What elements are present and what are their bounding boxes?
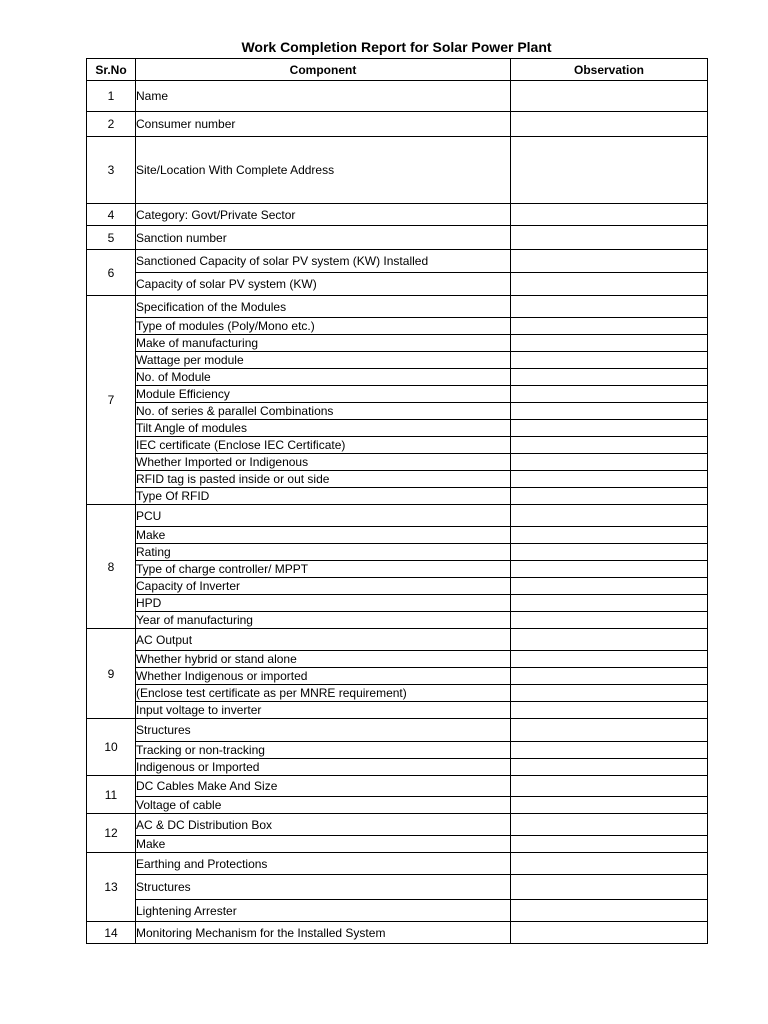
component-cell: Tracking or non-tracking	[136, 742, 511, 759]
table-row	[87, 318, 708, 335]
report-body	[87, 81, 708, 944]
component-cell: Indigenous or Imported	[136, 759, 511, 776]
observation-cell[interactable]	[511, 668, 708, 685]
table-row	[87, 527, 708, 544]
table-row	[87, 595, 708, 612]
observation-cell[interactable]	[511, 420, 708, 437]
observation-cell[interactable]	[511, 112, 708, 137]
observation-cell[interactable]	[511, 488, 708, 505]
sr-no-cell: 10	[87, 719, 136, 776]
table-row	[87, 471, 708, 488]
observation-cell[interactable]	[511, 561, 708, 578]
component-cell: Name	[136, 81, 511, 112]
table-row	[87, 296, 708, 318]
component-cell: PCU	[136, 505, 511, 527]
table-row	[87, 403, 708, 420]
observation-cell[interactable]	[511, 527, 708, 544]
table-row	[87, 629, 708, 651]
observation-cell[interactable]	[511, 250, 708, 273]
observation-cell[interactable]	[511, 204, 708, 226]
table-row	[87, 81, 708, 112]
observation-cell[interactable]	[511, 742, 708, 759]
observation-cell[interactable]	[511, 836, 708, 853]
component-cell: Year of manufacturing	[136, 612, 511, 629]
component-cell: (Enclose test certificate as per MNRE requirement)	[136, 685, 511, 702]
table-row	[87, 668, 708, 685]
table-row	[87, 776, 708, 797]
table-row	[87, 335, 708, 352]
observation-cell[interactable]	[511, 403, 708, 420]
table-row	[87, 578, 708, 595]
component-cell: Input voltage to inverter	[136, 702, 511, 719]
sr-no-cell: 7	[87, 296, 136, 505]
sr-no-cell: 13	[87, 853, 136, 922]
component-cell: Capacity of solar PV system (KW)	[136, 273, 511, 296]
observation-cell[interactable]	[511, 595, 708, 612]
report-table	[86, 58, 708, 944]
component-cell: No. of series & parallel Combinations	[136, 403, 511, 420]
sr-no-cell: 5	[87, 226, 136, 250]
sr-no-cell: 4	[87, 204, 136, 226]
table-row	[87, 836, 708, 853]
table-row	[87, 204, 708, 226]
component-cell: Whether Indigenous or imported	[136, 668, 511, 685]
table-row	[87, 386, 708, 403]
component-cell: Make	[136, 836, 511, 853]
observation-cell[interactable]	[511, 702, 708, 719]
observation-cell[interactable]	[511, 544, 708, 561]
observation-cell[interactable]	[511, 471, 708, 488]
observation-cell[interactable]	[511, 900, 708, 922]
table-row	[87, 250, 708, 273]
observation-cell[interactable]	[511, 814, 708, 836]
observation-cell[interactable]	[511, 386, 708, 403]
header-row	[87, 59, 708, 81]
component-cell: Type of charge controller/ MPPT	[136, 561, 511, 578]
observation-cell[interactable]	[511, 853, 708, 875]
component-cell: HPD	[136, 595, 511, 612]
table-row	[87, 612, 708, 629]
table-row	[87, 137, 708, 204]
observation-cell[interactable]	[511, 81, 708, 112]
observation-cell[interactable]	[511, 273, 708, 296]
table-row	[87, 420, 708, 437]
sr-no-cell: 14	[87, 922, 136, 944]
observation-cell[interactable]	[511, 797, 708, 814]
sr-no-cell: 2	[87, 112, 136, 137]
component-cell: Site/Location With Complete Address	[136, 137, 511, 204]
component-cell: Whether hybrid or stand alone	[136, 651, 511, 668]
component-cell: Structures	[136, 719, 511, 742]
observation-cell[interactable]	[511, 437, 708, 454]
observation-cell[interactable]	[511, 335, 708, 352]
sr-no-header: Sr.No	[87, 59, 136, 81]
component-cell: Specification of the Modules	[136, 296, 511, 318]
observation-cell[interactable]	[511, 719, 708, 742]
component-cell: IEC certificate (Enclose IEC Certificate)	[136, 437, 511, 454]
observation-cell[interactable]	[511, 651, 708, 668]
table-row	[87, 759, 708, 776]
table-row	[87, 900, 708, 922]
component-cell: Consumer number	[136, 112, 511, 137]
component-cell: RFID tag is pasted inside or out side	[136, 471, 511, 488]
component-cell: Structures	[136, 875, 511, 900]
observation-cell[interactable]	[511, 318, 708, 335]
component-cell: DC Cables Make And Size	[136, 776, 511, 797]
component-cell: Lightening Arrester	[136, 900, 511, 922]
component-cell: Category: Govt/Private Sector	[136, 204, 511, 226]
table-row	[87, 719, 708, 742]
observation-cell[interactable]	[511, 454, 708, 471]
sr-no-cell: 9	[87, 629, 136, 719]
component-cell: Whether Imported or Indigenous	[136, 454, 511, 471]
observation-cell[interactable]	[511, 226, 708, 250]
observation-cell[interactable]	[511, 296, 708, 318]
component-cell: Type of modules (Poly/Mono etc.)	[136, 318, 511, 335]
report-title: Work Completion Report for Solar Power Plant	[241, 39, 552, 55]
observation-header: Observation	[511, 59, 708, 81]
component-cell: Module Efficiency	[136, 386, 511, 403]
table-row	[87, 488, 708, 505]
table-row	[87, 544, 708, 561]
observation-cell[interactable]	[511, 776, 708, 797]
table-row	[87, 685, 708, 702]
sr-no-cell: 11	[87, 776, 136, 814]
observation-cell[interactable]	[511, 629, 708, 651]
observation-cell[interactable]	[511, 505, 708, 527]
component-cell: Monitoring Mechanism for the Installed System	[136, 922, 511, 944]
observation-cell[interactable]	[511, 352, 708, 369]
component-cell: Capacity of Inverter	[136, 578, 511, 595]
component-cell: Voltage of cable	[136, 797, 511, 814]
table-row	[87, 369, 708, 386]
sr-no-cell: 12	[87, 814, 136, 853]
component-cell: Tilt Angle of modules	[136, 420, 511, 437]
table-row	[87, 651, 708, 668]
table-row	[87, 853, 708, 875]
table-row	[87, 454, 708, 471]
component-header: Component	[136, 59, 511, 81]
observation-cell[interactable]	[511, 685, 708, 702]
observation-cell[interactable]	[511, 578, 708, 595]
observation-cell[interactable]	[511, 369, 708, 386]
component-cell: Sanction number	[136, 226, 511, 250]
sr-no-cell: 1	[87, 81, 136, 112]
component-cell: Sanctioned Capacity of solar PV system (KW) Installed	[136, 250, 511, 273]
table-row	[87, 505, 708, 527]
table-row	[87, 226, 708, 250]
sr-no-cell: 8	[87, 505, 136, 629]
component-cell: Type Of RFID	[136, 488, 511, 505]
component-cell: Make	[136, 527, 511, 544]
table-row	[87, 702, 708, 719]
table-row	[87, 922, 708, 944]
sr-no-cell: 3	[87, 137, 136, 204]
component-cell: Earthing and Protections	[136, 853, 511, 875]
observation-cell[interactable]	[511, 612, 708, 629]
component-cell: AC Output	[136, 629, 511, 651]
component-cell: Wattage per module	[136, 352, 511, 369]
observation-cell[interactable]	[511, 875, 708, 900]
table-row	[87, 561, 708, 578]
table-row	[87, 352, 708, 369]
table-row	[87, 742, 708, 759]
sr-no-cell: 6	[87, 250, 136, 296]
component-cell: No. of Module	[136, 369, 511, 386]
component-cell: Rating	[136, 544, 511, 561]
observation-cell[interactable]	[511, 922, 708, 944]
component-cell: AC & DC Distribution Box	[136, 814, 511, 836]
table-row	[87, 814, 708, 836]
table-row	[87, 437, 708, 454]
observation-cell[interactable]	[511, 759, 708, 776]
table-row	[87, 112, 708, 137]
component-cell: Make of manufacturing	[136, 335, 511, 352]
table-row	[87, 875, 708, 900]
observation-cell[interactable]	[511, 137, 708, 204]
table-row	[87, 273, 708, 296]
table-row	[87, 797, 708, 814]
